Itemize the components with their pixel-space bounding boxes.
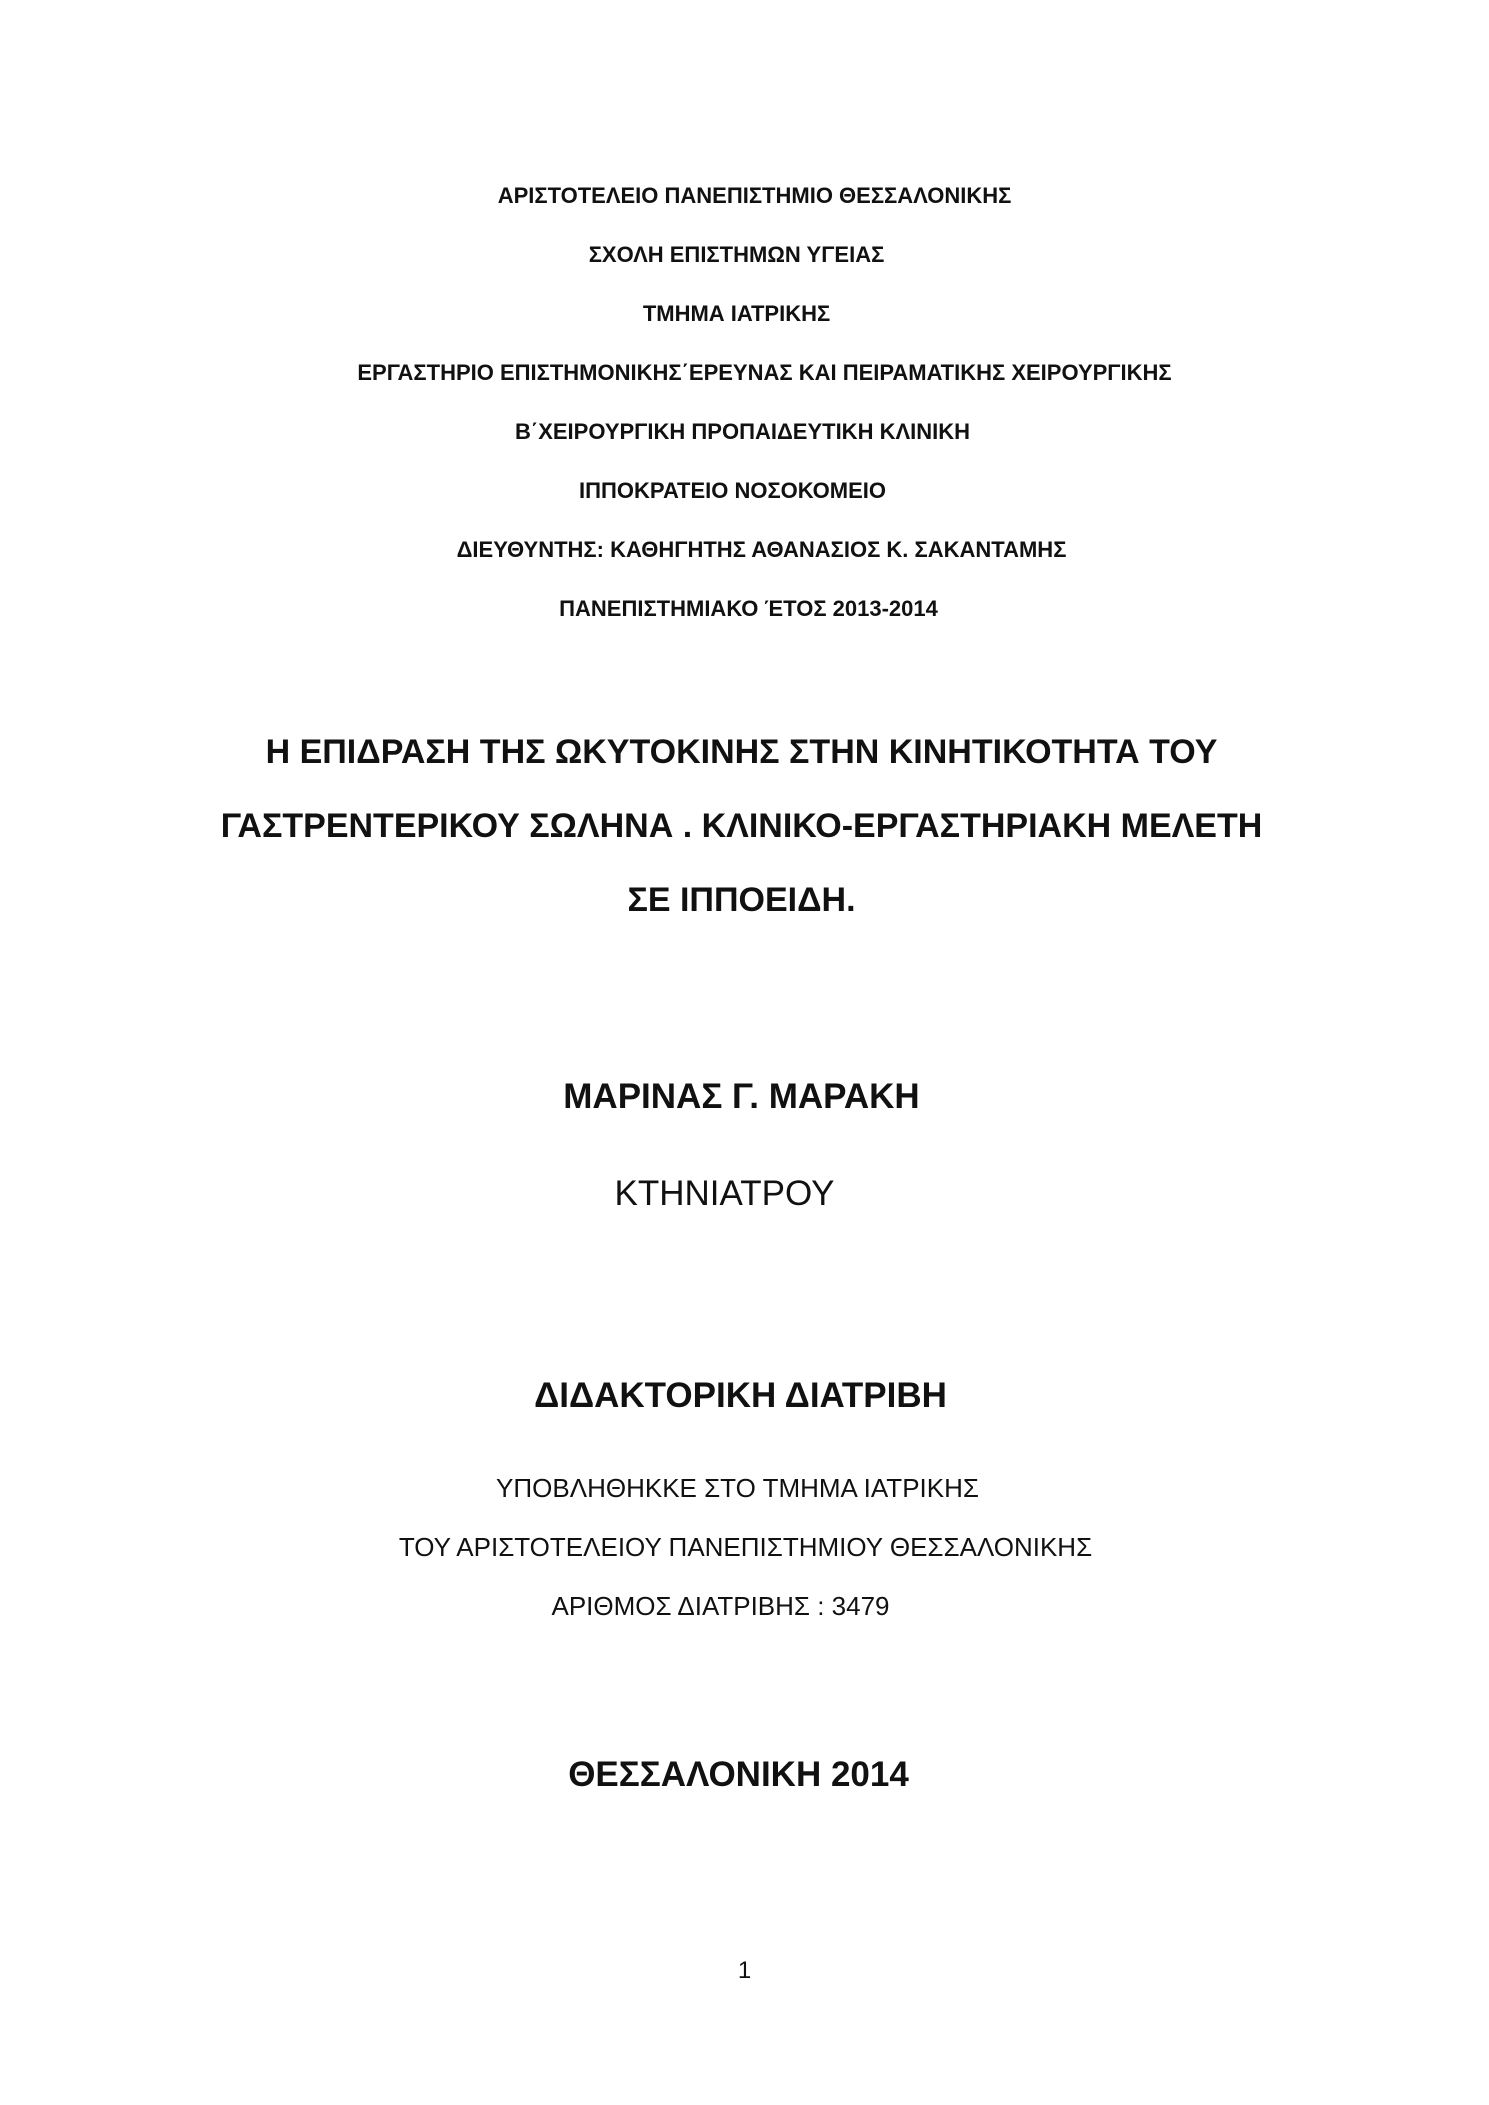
university-name: ΑΡΙΣΤΟΤΕΛΕΙΟ ΠΑΝΕΠΙΣΤΗΜΙΟ ΘΕΣΣΑΛΟΝΙΚΗΣ (497, 183, 1012, 208)
thesis-type: ΔΙΔΑΚΤΟΡΙΚΗ ΔΙΑΤΡΙΒΗ (534, 1376, 947, 1415)
author-profession: ΚΤΗΝΙΑΤΡΟΥ (614, 1174, 835, 1213)
thesis-title-line-2: ΓΑΣΤΡΕΝΤΕΡΙΚΟΥ ΣΩΛΗΝΑ . ΚΛΙΝΙΚΟ-ΕΡΓΑΣΤΗΡΙΑΚΗ ΜΕΛΕΤΗ (220, 807, 1263, 845)
author-name: ΜΑΡΙΝΑΣ Γ. ΜΑΡΑΚΗ (563, 1077, 920, 1116)
laboratory-name: ΕΡΓΑΣΤΗΡΙΟ ΕΠΙΣΤΗΜΟΝΙΚΗΣ΄ΕΡΕΥΝΑΣ ΚΑΙ ΠΕΙΡΑΜΑΤΙΚΗΣ ΧΕΙΡΟΥΡΓΙΚΗΣ (357, 360, 1172, 385)
director-line: ΔΙΕΥΘΥΝΤΗΣ: ΚΑΘΗΓΗΤΗΣ ΑΘΑΝΑΣΙΟΣ Κ. ΣΑΚΑΝΤΑΜΗΣ (456, 537, 1067, 562)
place-and-year: ΘΕΣΣΑΛΟΝΙΚΗ 2014 (568, 1755, 909, 1794)
page-number: 1 (737, 1957, 752, 1984)
thesis-title-line-1: Η ΕΠΙΔΡΑΣΗ ΤΗΣ ΩΚΥΤΟΚΙΝΗΣ ΣΤΗΝ ΚΙΝΗΤΙΚΟΤΗΤΑ ΤΟΥ (265, 733, 1218, 771)
clinic-name: Β΄ΧΕΙΡΟΥΡΓΙΚΗ ΠΡΟΠΑΙΔΕΥΤΙΚΗ ΚΛΙΝΙΚΗ (514, 419, 971, 444)
academic-year: ΠΑΝΕΠΙΣΤΗΜΙΑΚΟ ΈΤΟΣ 2013-2014 (559, 596, 938, 621)
submission-line-1: ΥΠΟΒΛΗΘΗΚΚΕ ΣΤΟ ΤΜΗΜΑ ΙΑΤΡΙΚΗΣ (496, 1473, 979, 1503)
department-name: ΤΜΗΜΑ ΙΑΤΡΙΚΗΣ (642, 301, 831, 326)
thesis-title-line-3: ΣΕ ΙΠΠΟΕΙΔΗ. (627, 881, 856, 919)
school-name: ΣΧΟΛΗ ΕΠΙΣΤΗΜΩΝ ΥΓΕΙΑΣ (588, 242, 885, 267)
hospital-name: ΙΠΠΟΚΡΑΤΕΙΟ ΝΟΣΟΚΟΜΕΙΟ (579, 478, 886, 503)
submission-line-2: ΤΟΥ ΑΡΙΣΤΟΤΕΛΕΙΟΥ ΠΑΝΕΠΙΣΤΗΜΙΟΥ ΘΕΣΣΑΛΟΝΙΚΗΣ (398, 1532, 1093, 1562)
thesis-number: ΑΡΙΘΜΟΣ ΔΙΑΤΡΙΒΗΣ : 3479 (551, 1591, 890, 1621)
